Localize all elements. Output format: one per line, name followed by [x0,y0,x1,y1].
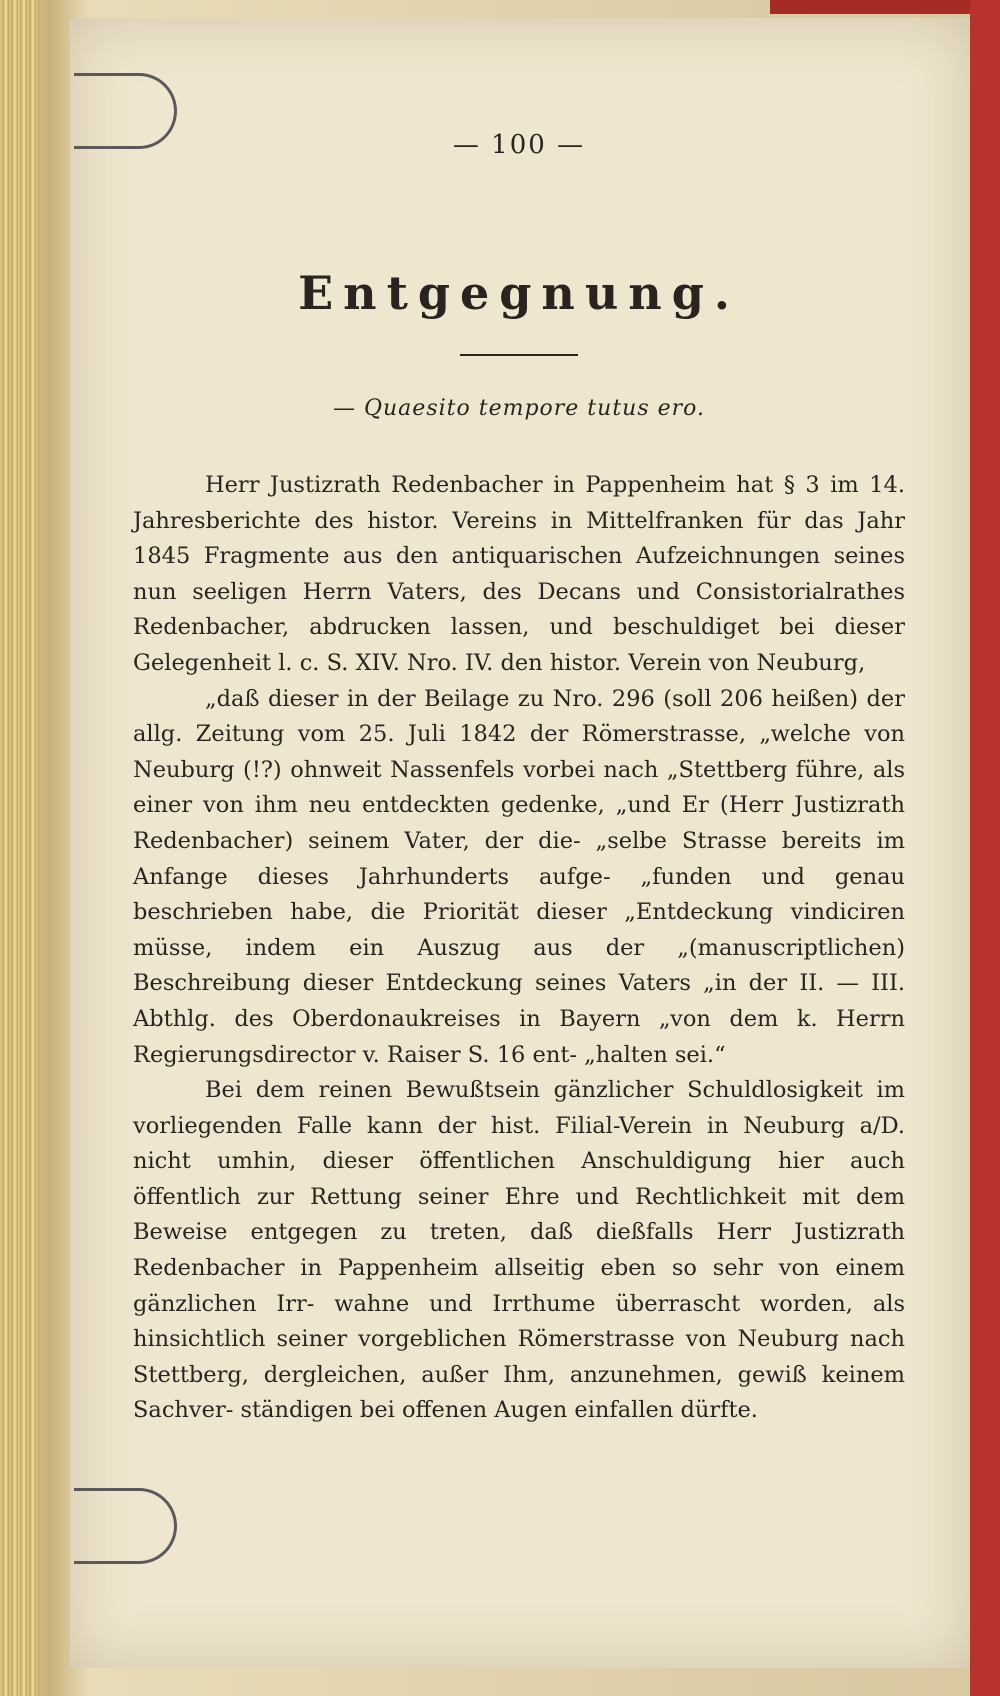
page-number: — 100 — [452,130,586,160]
paragraph-intro: Herr Justizrath Redenbacher in Pappenheim hat § 3 im 14. Jahresberichte des histor. Vereins in Mittelfranken für das Jahr 1845 Fragmente aus den antiquarischen Aufzeichnungen seines nun seeligen Herrn Vaters, des Decans und Consistorialrathes Redenbacher, abdrucken lassen, und beschuldiget bei dieser Gelegenheit l. c. S. XIV. Nro. IV. den histor. Verein von Neuburg, [133,472,905,676]
book-binding-edge [0,0,40,1696]
page-content [133,130,905,1429]
book-cover-top-edge [770,0,1000,14]
paragraph-quote: „daß dieser in der Beilage zu Nro. 296 (soll 206 heißen) der allg. Zeitung vom 25. Juli 1842 der Römerstrasse, „welche von Neuburg (!?) ohnweit Nassenfels vorbei nach „Stettberg führe, als einer von ihm neu entdeckten gedenke, „und Er (Herr Justizrath Redenbacher) seinem Vater, der die- „selbe Strasse bereits im Anfange dieses Jahrhunderts aufge- „funden und genau beschrieben habe, die Priorität dieser „Entdeckung vindiciren müsse, indem ein Auszug aus der „(manuscriptlichen) Beschreibung dieser Entdeckung seines Vaters „in der II. — III. Abthlg. des Oberdonaukreises in Bayern „von dem k. Herrn Regierungsdirector v. Raiser S. 16 ent- „halten sei.“ [133,685,905,1068]
paragraph-response: Bei dem reinen Bewußtsein gänzlicher Schuldlosigkeit im vorliegenden Falle kann der hist. Filial-Verein in Neuburg a/D. nicht umhin, dieser öffentlichen Anschuldigung hier auch öffentlich zur Rettung seiner Ehre und Rechtlichkeit mit dem Beweise entgegen zu treten, daß dießfalls Herr Justizrath Redenbacher in Pappenheim allseitig eben so sehr von einem gänzlichen Irr- wahne und Irrthume überrascht worden, als hinsichtlich seiner vorgeblichen Römerstrasse von Neuburg nach Stettberg, dergleichen, außer Ihm, anzunehmen, gewiß keinem Sachver- ständigen bei offenen Augen einfallen dürfte. [133,1077,905,1424]
page-title: Entgegnung. [298,266,740,320]
book-cover-edge [970,0,1000,1696]
title-underline [460,354,578,356]
body-text [133,468,905,1429]
motto: — Quaesito tempore tutus ero. [332,396,705,421]
binding-clip-bottom [74,1488,177,1564]
